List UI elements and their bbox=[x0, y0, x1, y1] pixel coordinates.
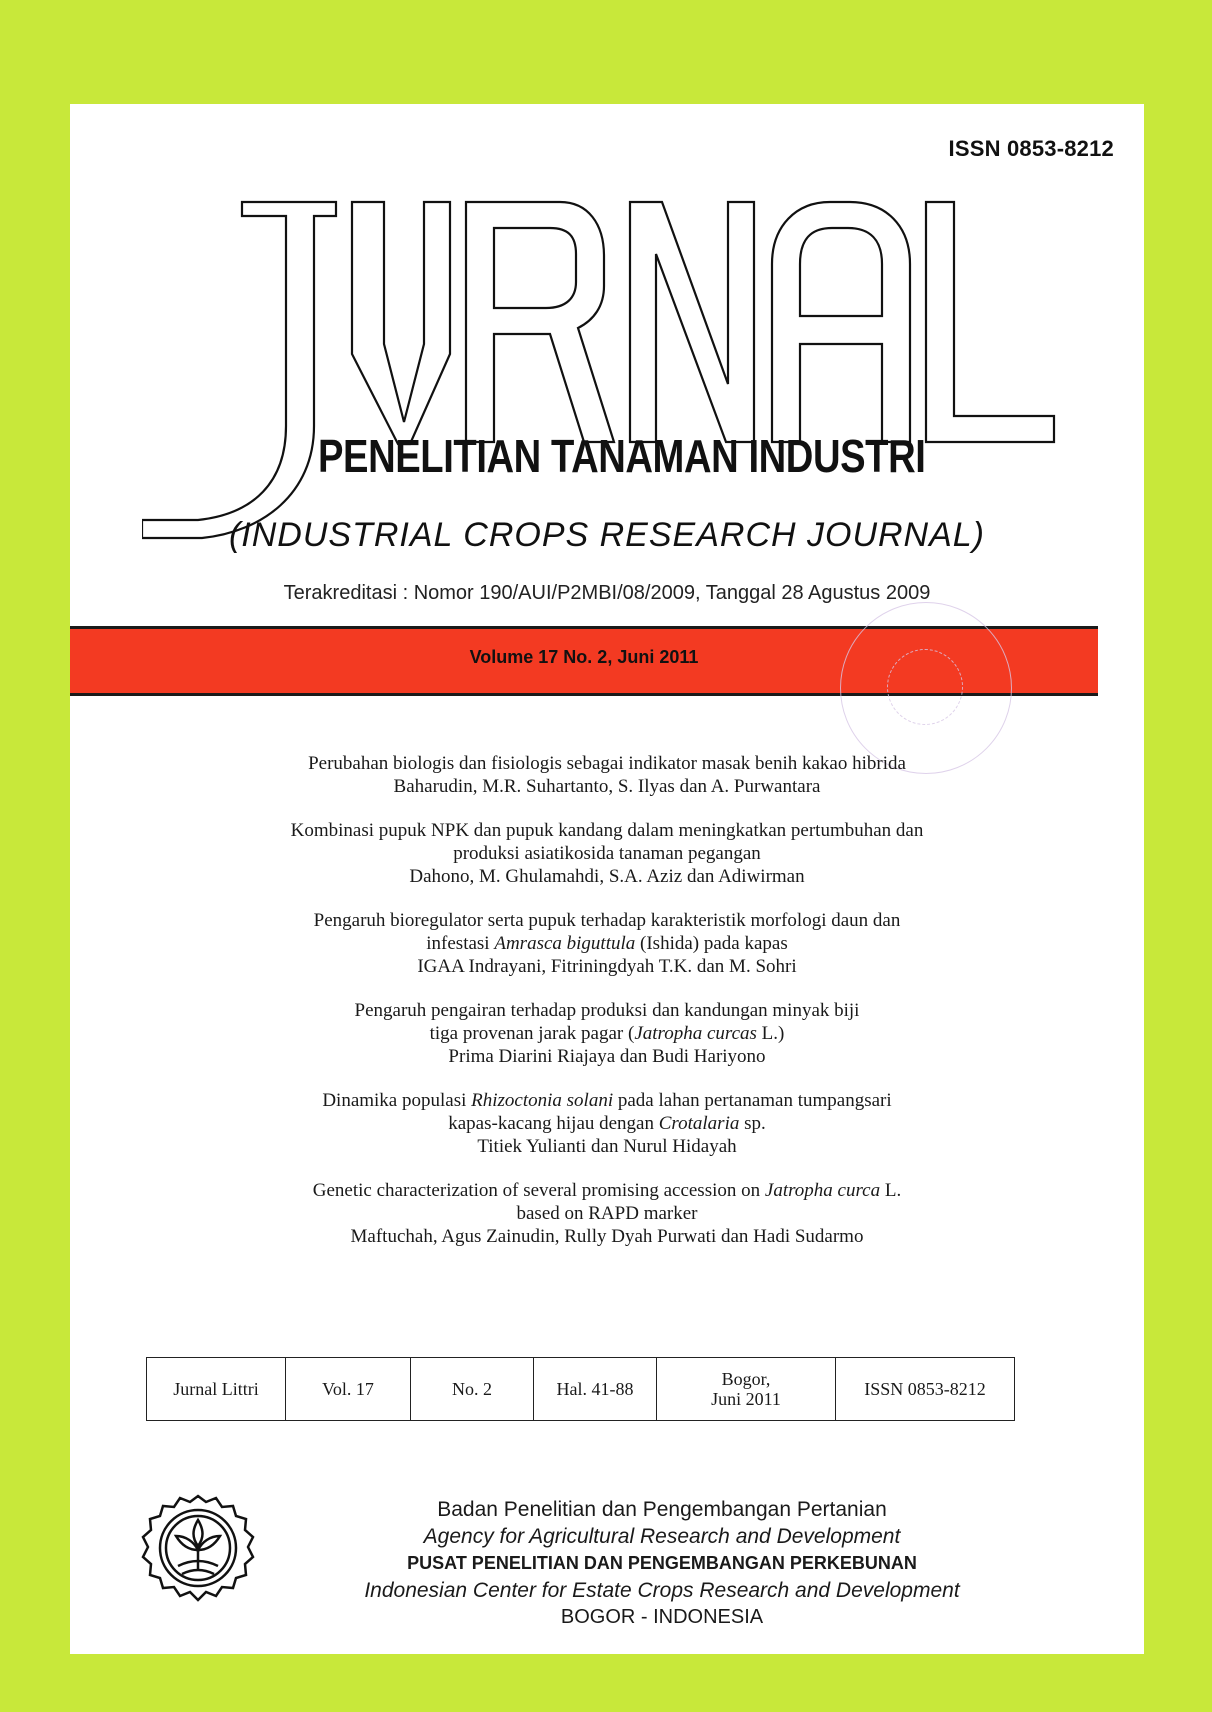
number-cell: No. 2 bbox=[411, 1358, 534, 1421]
article-item bbox=[70, 999, 1144, 1068]
volume-cell: Vol. 17 bbox=[286, 1358, 411, 1421]
article-list bbox=[70, 752, 1144, 1269]
article-title: Genetic characterization of several promising accession on Jatropha curca L. bbox=[312, 1180, 902, 1201]
article-authors: Titiek Yulianti dan Nurul Hidayah bbox=[477, 1136, 737, 1157]
journal-subtitle: PENELITIAN TANAMAN INDUSTRI bbox=[318, 430, 926, 482]
article-authors: IGAA Indrayani, Fitriningdyah T.K. dan M. Sohri bbox=[417, 956, 797, 977]
article-authors: Baharudin, M.R. Suhartanto, S. Ilyas dan A. Purwantara bbox=[393, 776, 821, 797]
date: Juni 2011 bbox=[711, 1389, 781, 1409]
center-name-id: PUSAT PENELITIAN DAN PENGEMBANGAN PERKEBUNAN bbox=[407, 1553, 917, 1573]
agency-name-en: Agency for Agricultural Research and Development bbox=[423, 1525, 901, 1548]
article-item bbox=[70, 752, 1144, 798]
article-title: Kombinasi pupuk NPK dan pupuk kandang dalam meningkatkan pertumbuhan dan bbox=[290, 820, 924, 841]
issn-top: ISSN 0853-8212 bbox=[948, 136, 1114, 161]
place-date-cell bbox=[657, 1358, 836, 1421]
journal-abbrev: Jurnal Littri bbox=[147, 1358, 286, 1421]
cover-page bbox=[70, 104, 1144, 1654]
article-title: Pengaruh bioregulator serta pupuk terhadap karakteristik morfologi daun dan bbox=[313, 910, 901, 931]
article-item bbox=[70, 819, 1144, 888]
location: BOGOR - INDONESIA bbox=[560, 1606, 764, 1628]
english-title: (INDUSTRIAL CROPS RESEARCH JOURNAL) bbox=[228, 516, 986, 554]
article-title: Pengaruh pengairan terhadap produksi dan kandungan minyak biji bbox=[354, 1000, 860, 1021]
article-item bbox=[70, 1179, 1144, 1248]
article-title: tiga provenan jarak pagar (Jatropha curcas L.) bbox=[429, 1023, 785, 1044]
center-name-en: Indonesian Center for Estate Crops Research and Development bbox=[364, 1579, 960, 1602]
agency-emblem-icon bbox=[140, 1492, 256, 1608]
article-authors: Dahono, M. Ghulamahdi, S.A. Aziz dan Adiwirman bbox=[409, 866, 805, 887]
article-item bbox=[70, 1089, 1144, 1158]
accreditation-line: Terakreditasi : Nomor 190/AUI/P2MBI/08/2009, Tanggal 28 Agustus 2009 bbox=[283, 582, 931, 604]
article-title: produksi asiatikosida tanaman pegangan bbox=[453, 843, 761, 864]
article-title: Dinamika populasi Rhizoctonia solani pada lahan pertanaman tumpangsari bbox=[322, 1090, 892, 1111]
article-title: Perubahan biologis dan fisiologis sebagai indikator masak benih kakao hibrida bbox=[308, 753, 906, 774]
place: Bogor, bbox=[721, 1369, 771, 1389]
article-title: infestasi Amrasca biguttula (Ishida) pada kapas bbox=[426, 933, 788, 954]
pages-cell: Hal. 41-88 bbox=[534, 1358, 657, 1421]
issue-info-table bbox=[146, 1357, 1015, 1421]
article-title: kapas-kacang hijau dengan Crotalaria sp. bbox=[448, 1113, 766, 1134]
article-item bbox=[70, 909, 1144, 978]
volume-issue: Volume 17 No. 2, Juni 2011 bbox=[469, 647, 699, 667]
agency-name-id: Badan Penelitian dan Pengembangan Pertanian bbox=[437, 1498, 887, 1521]
article-authors: Maftuchah, Agus Zainudin, Rully Dyah Purwati dan Hadi Sudarmo bbox=[350, 1226, 864, 1247]
publisher-footer bbox=[362, 1496, 962, 1631]
article-authors: Prima Diarini Riajaya dan Budi Hariyono bbox=[448, 1046, 766, 1067]
article-title: based on RAPD marker bbox=[516, 1203, 698, 1224]
library-stamp bbox=[840, 602, 1012, 774]
issn-cell: ISSN 0853-8212 bbox=[836, 1358, 1015, 1421]
